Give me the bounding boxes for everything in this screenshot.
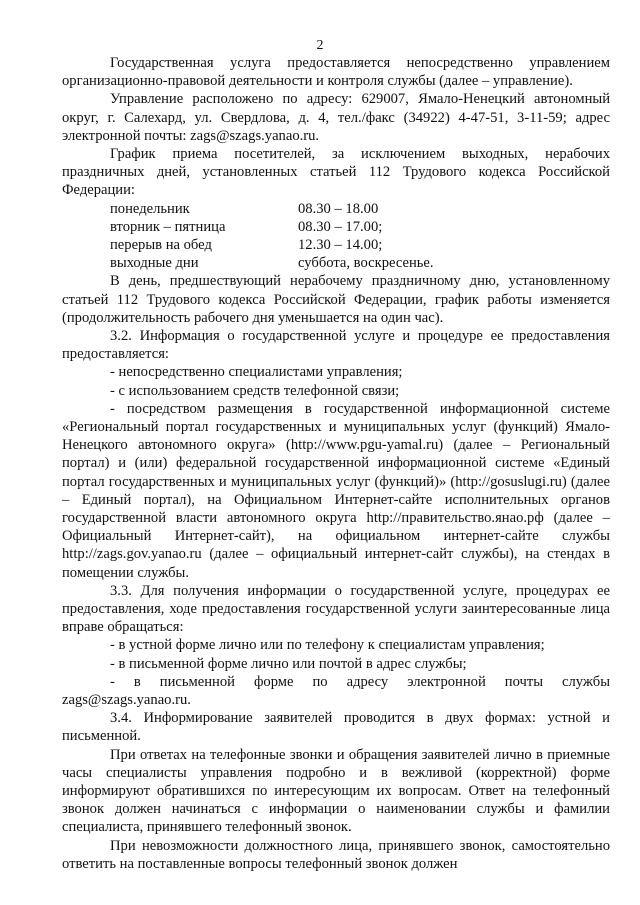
schedule-time: 12.30 – 14.00; xyxy=(298,237,383,253)
paragraph-phone-answers: При ответах на телефонные звонки и обращения заявителей лично в приемные часы специалисты управления подробно и в вежливой (корректной) форме информируют обратившихся по интересующим их вопросам. Ответ на телефонный звонок должен начинаться с информации о наименовании службы и фамилии специалиста, принявшего телефонный звонок. xyxy=(62,746,610,836)
paragraph-address: Управление расположено по адресу: 629007, Ямало-Ненецкий автономный округ, г. Салехард, ул. Свердлова, д. 4, тел./факс (34922) 4-47-51, 3-11-59; адрес электронной почты: zags@szags.yanao.ru. xyxy=(62,91,610,144)
schedule-row xyxy=(62,236,610,254)
page-number: 2 xyxy=(316,38,324,53)
schedule-day: вторник – пятница xyxy=(110,218,226,235)
paragraph-section-3-2: 3.2. Информация о государственной услуге и процедуре ее предоставления предоставляется: xyxy=(62,327,610,363)
list-item: - непосредственно специалистами управления; xyxy=(110,364,403,381)
list-item: - в устной форме лично или по телефону к специалистам управления; xyxy=(110,637,545,654)
list-item: - в письменной форме по адресу электронной почты службы zags@szags.yanao.ru. xyxy=(62,673,610,709)
list-item: - в письменной форме лично или почтой в адрес службы; xyxy=(110,655,467,672)
paragraph-schedule-intro: График приема посетителей, за исключением выходных, нерабочих праздничных дней, установленных статьей 112 Трудового кодекса Российской Федерации: xyxy=(62,146,610,199)
paragraph-unable-to-answer: При невозможности должностного лица, принявшего звонок, самостоятельно ответить на поставленные вопросы телефонный звонок должен xyxy=(62,837,610,872)
paragraph-section-3-4: 3.4. Информирование заявителей проводится в двух формах: устной и письменной. xyxy=(62,710,610,745)
list-item: - с использованием средств телефонной связи; xyxy=(110,382,400,399)
schedule-time: суббота, воскресенье. xyxy=(298,255,434,272)
schedule-day: выходные дни xyxy=(110,255,199,272)
document-body xyxy=(62,54,610,873)
schedule-row xyxy=(62,200,610,218)
schedule-time: 08.30 – 17.00; xyxy=(298,218,383,235)
schedule-day: понедельник xyxy=(110,200,190,217)
schedule-row xyxy=(62,254,610,272)
schedule-row xyxy=(62,218,610,236)
paragraph-section-3-3: 3.3. Для получения информации о государственной услуге, процедурах ее предоставления, ходе предоставления государственной услуги заинтересованные лица вправе обращаться: xyxy=(62,582,610,636)
schedule-table xyxy=(62,200,610,273)
list-item: - посредством размещения в государственной информационной системе «Региональный портал государственных и муниципальных услуг (функций) Ямало-Ненецкого автономного округа» (http://www.pgu-yamal.ru) (далее – Региональный портал) и (или) федеральной государственной информационной системе «Единый портал государственных и муниципальных услуг (функций)» (http://gosuslugi.ru) (далее – Единый портал), на Официальном Интернет-сайте исполнительных органов государственной власти автономного округа http://правительство.янао.рф (далее – Официальный Интернет-сайт), на официальном интернет-сайте службы http://zags.gov.yanao.ru (далее – официальный интернет-сайт службы), на стендах в помещении службы. xyxy=(62,400,610,581)
paragraph-provider: Государственная услуга предоставляется непосредственно управлением организационно-правовой деятельности и контроля службы (далее – управление). xyxy=(62,55,610,90)
schedule-time: 08.30 – 18.00 xyxy=(298,200,379,217)
paragraph-preholiday: В день, предшествующий нерабочему праздничному дню, установленному статьей 112 Трудового кодекса Российской Федерации, график работы изменяется (продолжительность рабочего дня уменьшается на один час). xyxy=(62,273,610,326)
schedule-day: перерыв на обед xyxy=(110,237,212,253)
